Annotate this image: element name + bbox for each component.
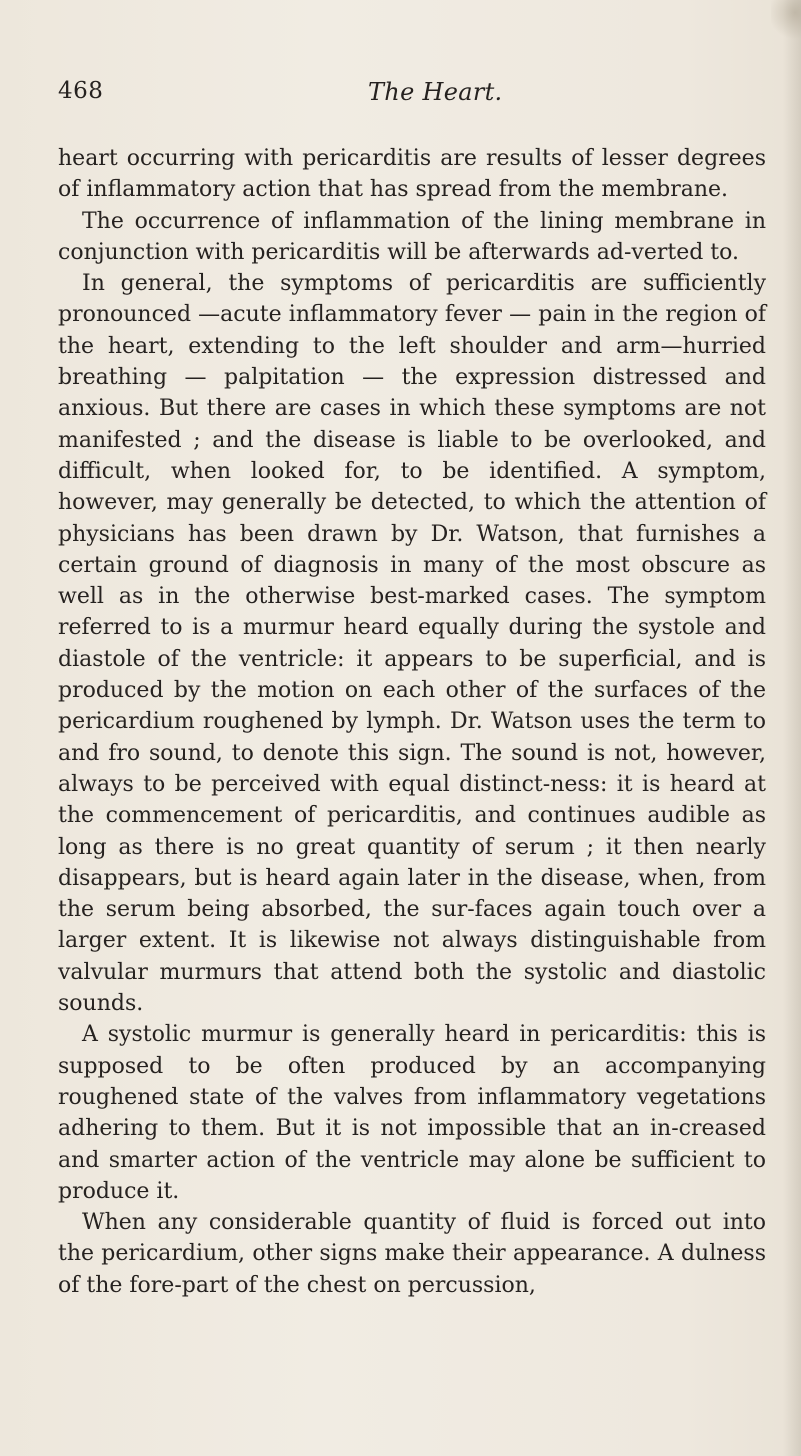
paragraph-continuation: heart occurring with pericarditis are results of lesser degrees of inflammatory action that has spread from the membrane.: [58, 146, 766, 203]
page-corner-stain: [771, 0, 801, 42]
paragraph: The occurrence of inflammation of the lining membrane in conjunction with pericarditis will be afterwards ad-verted to.: [58, 208, 766, 265]
paragraph: In general, the symptoms of pericarditis are sufficiently pronounced —acute inflammatory fever — pain in the region of the heart, extending to the left shoulder and arm—hurried breathing — palpitation — the expression distressed and anxious. But there are cases in which these symptoms are not manifested ; and the disease is liable to be overlooked, and difficult, when looked for, to be identified. A symptom, however, may generally be detected, to which the attention of physicians has been drawn by Dr. Watson, that furnishes a certain ground of diagnosis in many of the most obscure as well as in the otherwise best-marked cases. The symptom referred to is a murmur heard equally during the systole and diastole of the ventricle: it appears to be superficial, and is produced by the motion on each other of the surfaces of the pericardium roughened by lymph. Dr. Watson uses the term to and fro sound, to denote this sign. The sound is not, however, always to be perceived with equal distinct-ness: it is heard at the commencement of pericarditis, and continues audible as long as there is no great quantity of serum ; it then nearly disappears, but is heard again later in the disease, when, from the serum being absorbed, the sur-faces again touch over a larger extent. It is likewise not always distinguishable from valvular murmurs that attend both the systolic and diastolic sounds.: [58, 271, 766, 1017]
paragraph: A systolic murmur is generally heard in pericarditis: this is supposed to be often produced by an accompanying roughened state of the valves from inflammatory vegetations adhering to them. But it is not impossible that an in-creased and smarter action of the ventricle may alone be sufficient to produce it.: [58, 1022, 766, 1204]
running-title: The Heart.: [368, 78, 503, 106]
page-header: [58, 78, 748, 114]
page-edge-shadow: [783, 0, 801, 1456]
body-text: [58, 143, 766, 1301]
paragraph: When any considerable quantity of fluid is forced out into the pericardium, other signs make their appearance. A dulness of the fore-part of the chest on percussion,: [58, 1210, 766, 1298]
page-number: 468: [58, 78, 104, 104]
